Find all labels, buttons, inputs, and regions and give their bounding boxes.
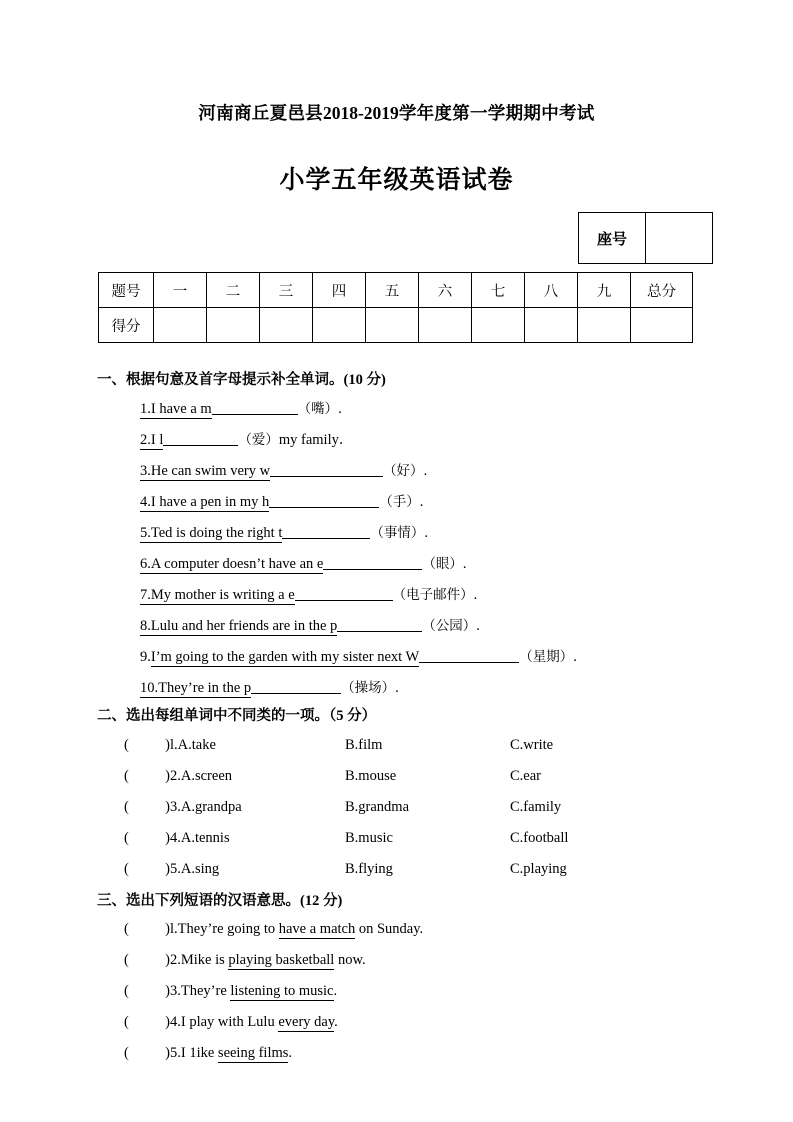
q-text-pre: They’re — [180, 983, 231, 999]
q-text-pre: I play with Lulu — [180, 1014, 279, 1030]
q-text-pre: They’re going to — [177, 921, 279, 937]
q-text: I have a pen in my h — [150, 494, 270, 510]
score-table — [98, 272, 693, 343]
school-year-range: 2018-2019 — [322, 103, 399, 123]
answer-bracket[interactable] — [124, 738, 170, 753]
answer-bracket[interactable] — [124, 984, 170, 999]
score-cell-4[interactable] — [313, 308, 366, 343]
q-text-post: now. — [334, 952, 366, 968]
choice-a[interactable]: A.sing — [180, 861, 220, 877]
choice-a[interactable]: A.tennis — [180, 830, 230, 846]
bracket-close: ) — [165, 1014, 170, 1030]
question-1-7 — [140, 586, 477, 603]
question-1-10 — [140, 679, 399, 696]
answer-bracket[interactable] — [124, 862, 170, 877]
question-1-2 — [140, 431, 353, 448]
bracket-open: ( — [124, 921, 129, 937]
score-table-row-label-score: 得分 — [99, 308, 154, 343]
underlined-phrase: listening to music — [230, 983, 334, 999]
q-number: 5. — [140, 525, 151, 541]
q-tail: . — [462, 556, 467, 572]
q-hint: （公园） — [422, 618, 477, 634]
score-cell-total[interactable] — [631, 308, 693, 343]
question-2-3[interactable] — [124, 800, 242, 815]
answer-blank[interactable] — [270, 462, 383, 477]
question-1-3 — [140, 462, 427, 479]
answer-bracket[interactable] — [124, 1015, 170, 1030]
q-text: He can swim very w — [150, 463, 271, 479]
score-cell-9[interactable] — [578, 308, 631, 343]
answer-blank[interactable] — [251, 679, 341, 694]
score-cell-3[interactable] — [260, 308, 313, 343]
q-text: A computer doesn’t have an e — [150, 556, 324, 572]
score-table-header-row — [99, 273, 693, 308]
question-3-4[interactable] — [124, 1015, 338, 1030]
bracket-open: ( — [124, 737, 129, 753]
page-title: 小学五年级英语试卷 — [279, 165, 514, 194]
section-heading-1 — [97, 368, 386, 389]
q-tail: . — [419, 494, 424, 510]
school-term-suffix: 学年度第一学期期中考试 — [398, 104, 595, 124]
answer-bracket[interactable] — [124, 922, 170, 937]
question-2-1[interactable] — [124, 738, 216, 753]
q-number: 5. — [170, 1045, 181, 1061]
q-number: 9. — [140, 649, 151, 665]
exam-header-line — [0, 100, 793, 125]
answer-blank[interactable] — [295, 586, 393, 601]
seat-number-box — [578, 212, 713, 264]
underlined-phrase: playing basketball — [228, 952, 335, 968]
answer-blank[interactable] — [163, 431, 238, 446]
score-cell-5[interactable] — [366, 308, 419, 343]
choice-b[interactable]: B.flying — [345, 861, 393, 877]
q-text-post: on Sunday. — [355, 921, 424, 937]
q-number: 5. — [170, 861, 181, 877]
q-tail: . — [573, 649, 577, 665]
q-text-post: . — [334, 1014, 338, 1030]
score-cell-1[interactable] — [154, 308, 207, 343]
q-hint: （嘴） — [297, 401, 339, 417]
answer-bracket[interactable] — [124, 1046, 170, 1061]
bracket-close: ) — [165, 737, 170, 753]
q-text: My mother is writing a e — [150, 587, 295, 603]
q-text-pre: I 1ike — [180, 1045, 218, 1061]
q-text: I have a m — [150, 401, 212, 417]
bracket-close: ) — [165, 952, 170, 968]
q-hint: （事情） — [370, 525, 425, 541]
q-number: 1. — [140, 401, 151, 417]
q-hint: （操场） — [341, 680, 396, 696]
bracket-close: ) — [165, 921, 170, 937]
bracket-close: ) — [165, 768, 170, 784]
choice-b[interactable]: B.music — [345, 830, 393, 846]
underlined-phrase: every day — [278, 1014, 335, 1030]
question-3-5[interactable] — [124, 1046, 292, 1061]
question-3-2[interactable] — [124, 953, 366, 968]
question-1-4 — [140, 493, 423, 510]
seat-number-field[interactable] — [646, 213, 712, 263]
answer-blank[interactable] — [323, 555, 422, 570]
answer-blank[interactable] — [269, 493, 379, 508]
section-3-points: (12 分) — [300, 893, 343, 909]
score-table-q-2: 二 — [207, 273, 260, 308]
score-table-score-row — [99, 308, 693, 343]
q-number: 4. — [170, 1014, 181, 1030]
q-hint: （手） — [379, 494, 420, 510]
choice-b[interactable]: B.grandma — [345, 799, 410, 815]
bracket-open: ( — [124, 799, 129, 815]
section-heading-2 — [97, 704, 376, 725]
q-tail: my family． — [278, 432, 354, 448]
q-tail: . — [473, 587, 478, 603]
question-1-9 — [140, 648, 577, 665]
score-table-q-8: 八 — [525, 273, 578, 308]
question-2-2[interactable] — [124, 769, 232, 784]
bracket-open: ( — [124, 983, 129, 999]
q-hint: （爱） — [238, 432, 279, 448]
question-2-4[interactable] — [124, 831, 230, 846]
choice-c[interactable]: C.family — [510, 799, 562, 815]
score-table-q-6: 六 — [419, 273, 472, 308]
section-2-title: 二、选出每组单词中不同类的一项。 — [97, 708, 329, 724]
choice-a[interactable]: A.screen — [180, 768, 233, 784]
bracket-close: ) — [165, 983, 170, 999]
bracket-open: ( — [124, 1014, 129, 1030]
question-2-5[interactable] — [124, 862, 219, 877]
score-table-q-3: 三 — [260, 273, 313, 308]
q-text: I l — [150, 432, 164, 448]
bracket-open: ( — [124, 952, 129, 968]
score-table-q-1: 一 — [154, 273, 207, 308]
choice-a[interactable]: A.grandpa — [180, 799, 242, 815]
q-text: They’re in the p — [158, 680, 252, 696]
choice-a[interactable]: A.take — [177, 737, 216, 753]
answer-blank[interactable] — [419, 648, 519, 663]
q-number: l. — [170, 737, 178, 753]
q-number: 3. — [140, 463, 151, 479]
q-number: 2. — [140, 432, 151, 448]
question-1-8 — [140, 617, 480, 634]
choice-c[interactable]: C.football — [510, 830, 569, 846]
q-number: 4. — [140, 494, 151, 510]
q-text-pre: Mike is — [180, 952, 229, 968]
question-1-6 — [140, 555, 466, 572]
bracket-close: ) — [165, 861, 170, 877]
question-3-3[interactable] — [124, 984, 337, 999]
school-term-prefix: 河南商丘夏邑县 — [198, 104, 323, 124]
score-cell-7[interactable] — [472, 308, 525, 343]
underlined-phrase: have a match — [278, 921, 356, 937]
q-text: Lulu and her friends are in the p — [150, 618, 338, 634]
bracket-close: ) — [165, 830, 170, 846]
question-1-1 — [140, 400, 342, 417]
choice-c[interactable]: C.write — [510, 737, 554, 753]
q-number: 6. — [140, 556, 151, 572]
q-text-post: . — [333, 983, 338, 999]
bracket-close: ) — [165, 1045, 170, 1061]
q-number: 10. — [140, 680, 159, 696]
answer-bracket[interactable] — [124, 800, 170, 815]
q-number: 2. — [170, 952, 181, 968]
score-table-q-5: 五 — [366, 273, 419, 308]
q-number: l. — [170, 921, 178, 937]
question-1-5 — [140, 524, 428, 541]
score-table-row-label-question: 题号 — [99, 273, 154, 308]
q-number: 3. — [170, 799, 181, 815]
section-2-points: （5 分） — [329, 708, 377, 724]
score-table-q-9: 九 — [578, 273, 631, 308]
q-text: Ted is doing the right t — [150, 525, 283, 541]
q-number: 4. — [170, 830, 181, 846]
answer-blank[interactable] — [282, 524, 370, 539]
answer-blank[interactable] — [212, 400, 298, 415]
q-number: 2. — [170, 768, 181, 784]
score-table-q-7: 七 — [472, 273, 525, 308]
score-table-q-4: 四 — [313, 273, 366, 308]
seat-number-label: 座号 — [579, 213, 646, 263]
q-tail: . — [338, 401, 342, 417]
q-hint: （星期） — [519, 649, 574, 665]
score-cell-8[interactable] — [525, 308, 578, 343]
q-tail: . — [423, 463, 428, 479]
score-table-total-label: 总分 — [631, 273, 693, 308]
q-hint: （电子邮件） — [392, 587, 474, 603]
q-hint: （好） — [383, 463, 424, 479]
choice-c[interactable]: C.ear — [510, 768, 541, 784]
answer-bracket[interactable] — [124, 831, 170, 846]
q-hint: （眼） — [422, 556, 463, 572]
question-3-1[interactable] — [124, 922, 423, 937]
score-cell-2[interactable] — [207, 308, 260, 343]
q-number: 7. — [140, 587, 151, 603]
q-text-post: . — [288, 1045, 293, 1061]
q-tail: . — [395, 680, 399, 696]
choice-b[interactable]: B.film — [345, 737, 383, 753]
bracket-open: ( — [124, 861, 129, 877]
section-heading-3 — [97, 889, 342, 910]
choice-c[interactable]: C.playing — [510, 861, 567, 877]
answer-bracket[interactable] — [124, 769, 170, 784]
q-number: 8. — [140, 618, 151, 634]
q-number: 3. — [170, 983, 181, 999]
bracket-open: ( — [124, 768, 129, 784]
bracket-open: ( — [124, 1045, 129, 1061]
choice-b[interactable]: B.mouse — [345, 768, 397, 784]
answer-blank[interactable] — [337, 617, 422, 632]
q-tail: . — [476, 618, 480, 634]
section-1-points: (10 分) — [343, 372, 386, 388]
bracket-open: ( — [124, 830, 129, 846]
score-cell-6[interactable] — [419, 308, 472, 343]
section-3-title: 三、选出下列短语的汉语意思。 — [97, 893, 300, 909]
section-1-title: 一、根据句意及首字母提示补全单词。 — [97, 372, 344, 388]
underlined-phrase: seeing films — [217, 1045, 289, 1061]
bracket-close: ) — [165, 799, 170, 815]
answer-bracket[interactable] — [124, 953, 170, 968]
q-text: I’m going to the garden with my sister next W — [150, 649, 420, 665]
q-tail: . — [424, 525, 428, 541]
